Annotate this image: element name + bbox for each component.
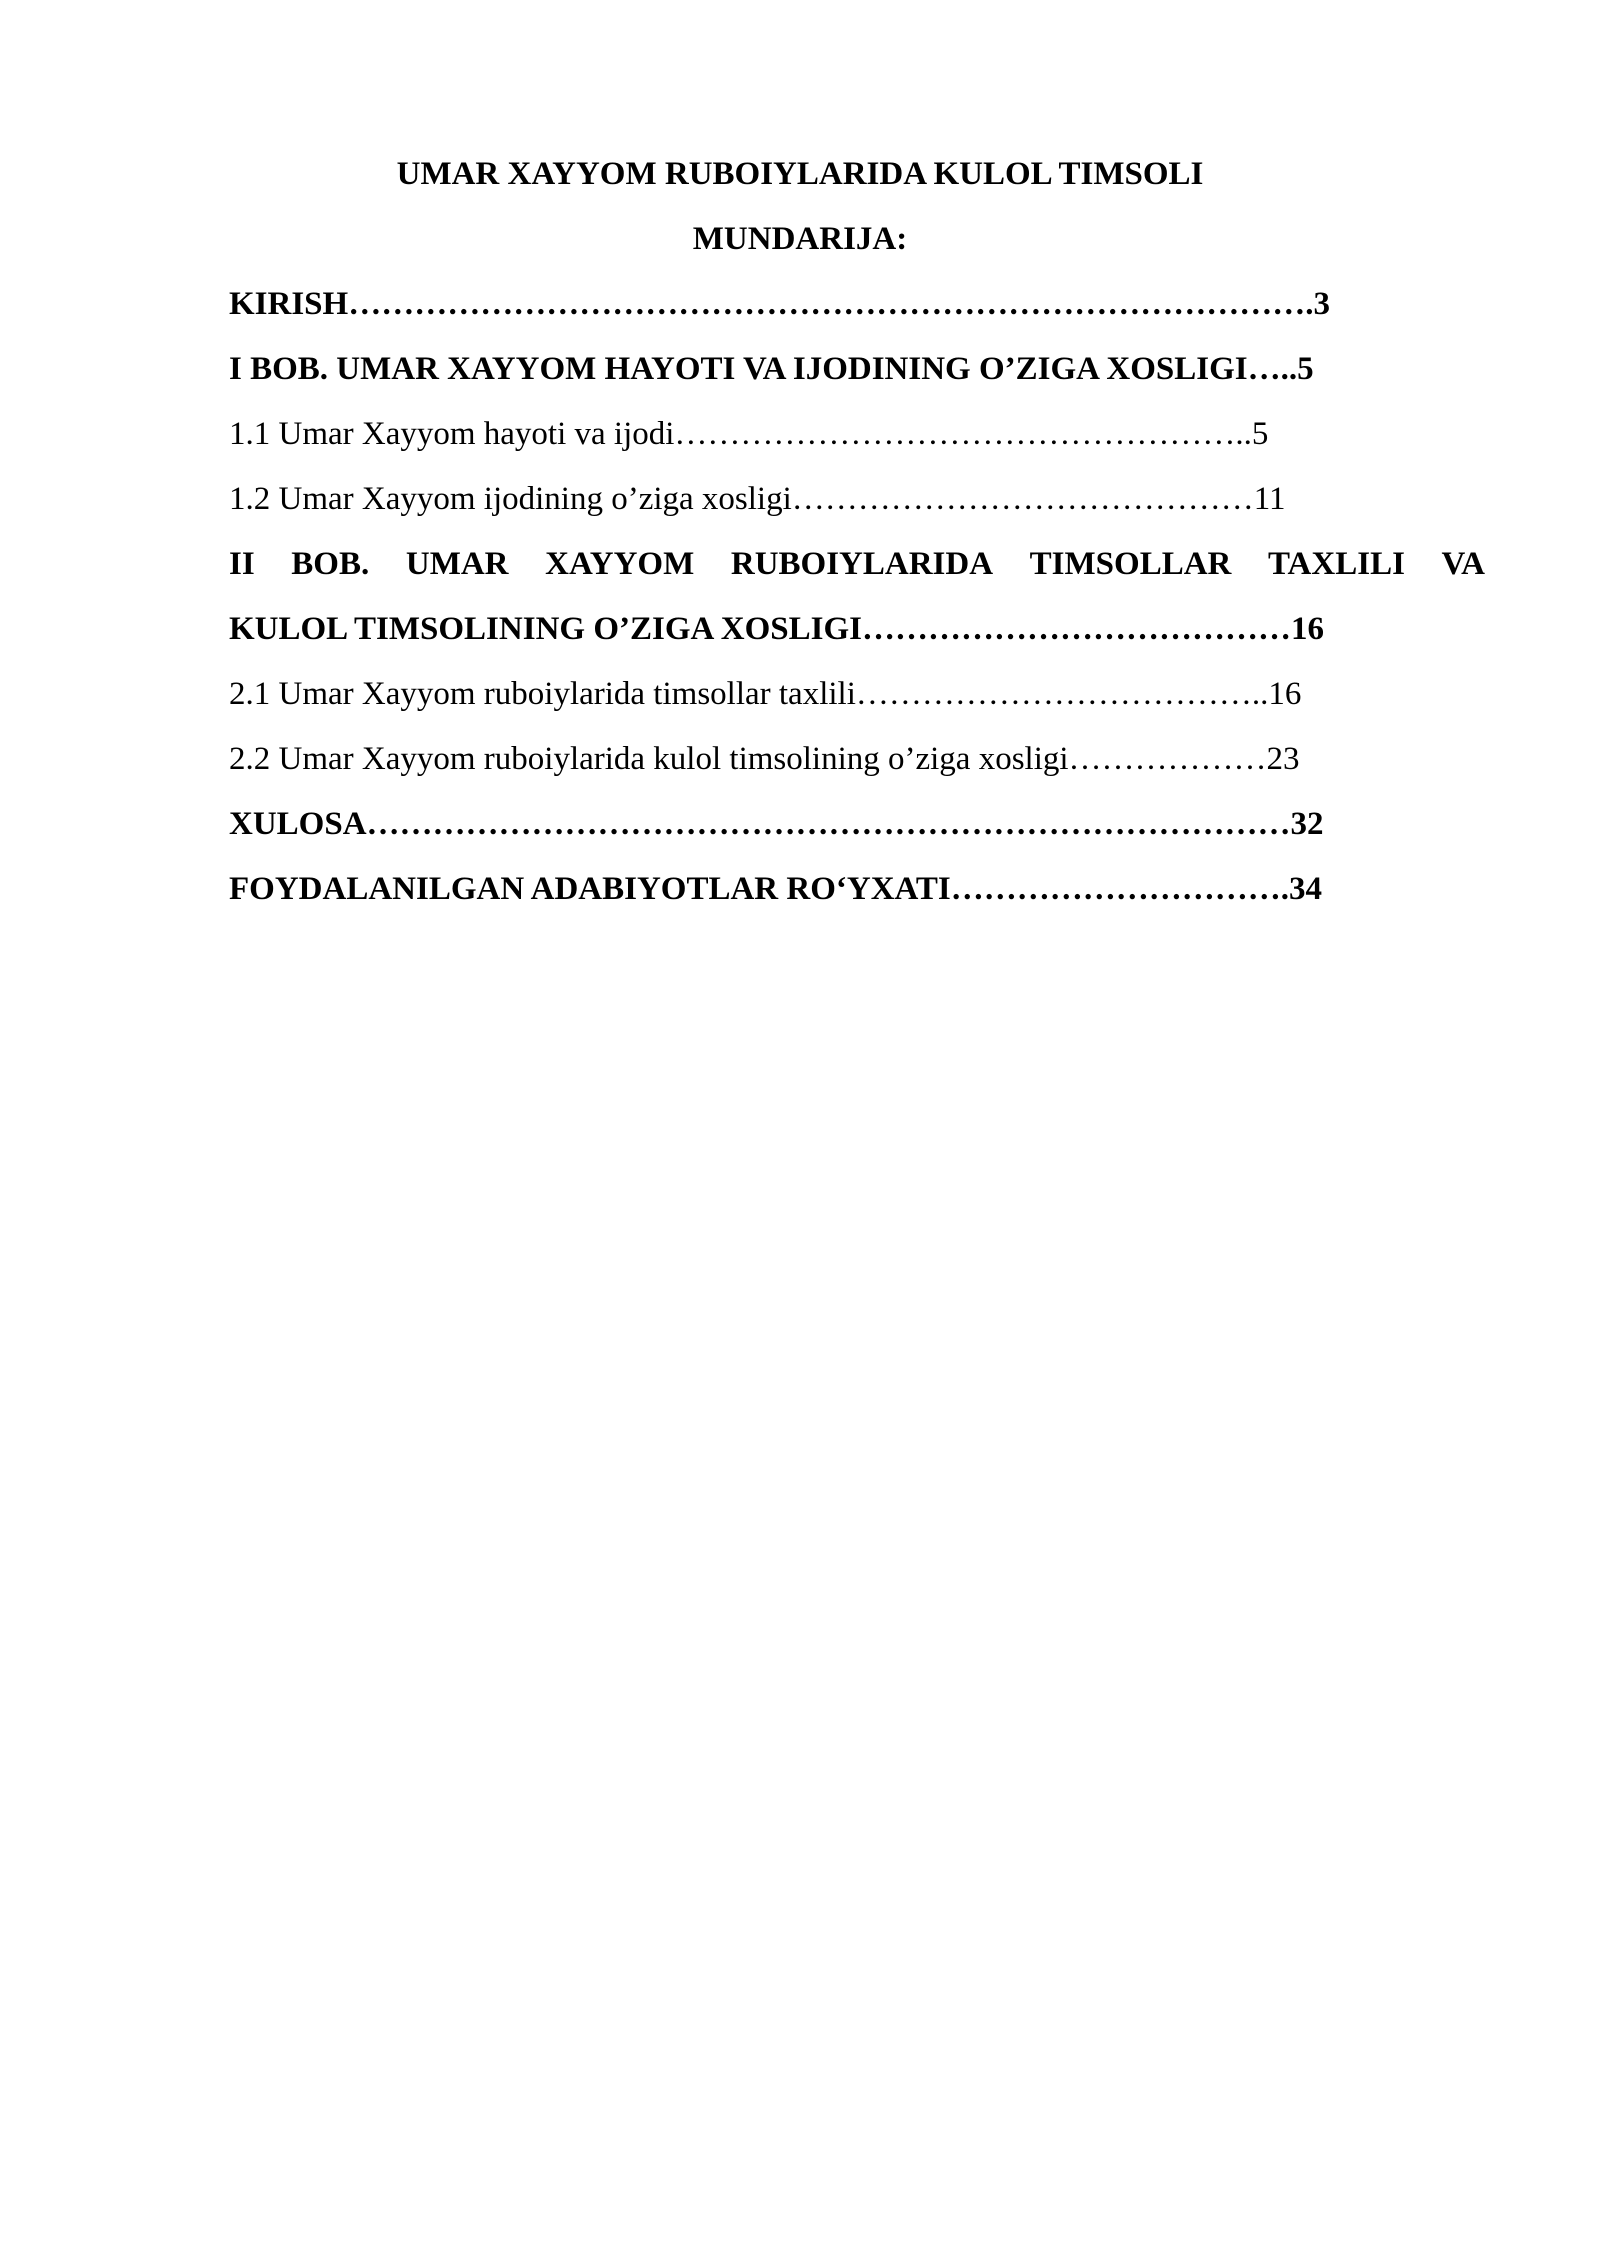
document-title: UMAR XAYYOM RUBOIYLARIDA KULOL TIMSOLI [396,156,1204,192]
toc-entry-chapter-1: I BOB. UMAR XAYYOM HAYOTI VA IJODINING O’ZIGA XOSLIGI…..5 [229,351,1314,387]
toc-entry-section-2-2: 2.2 Umar Xayyom ruboiylarida kulol timsolining o’ziga xosligi………………23 [229,741,1300,777]
toc-word: UMAR [405,546,509,582]
toc-heading: MUNDARIJA: [692,221,908,257]
toc-entry-chapter-2-line-1 [229,544,1485,584]
toc-entry-kirish: KIRISH…………………………………………………………………………….3 [229,286,1330,322]
toc-word: VA [1441,546,1485,582]
toc-entry-section-2-1: 2.1 Umar Xayyom ruboiylarida timsollar taxlili………………………………..16 [229,676,1302,712]
toc-entry-chapter-2-line-2: KULOL TIMSOLINING O’ZIGA XOSLIGI…………………………………16 [229,611,1324,647]
toc-entry-xulosa: XULOSA…………………………………………………………………………32 [229,806,1324,842]
toc-entry-section-1-2: 1.2 Umar Xayyom ijodining o’ziga xosligi……………………………………11 [229,481,1286,517]
toc-word: BOB. [291,546,370,582]
toc-entry-section-1-1: 1.1 Umar Xayyom hayoti va ijodi……………………………………………..5 [229,416,1269,452]
toc-word: TAXLILI [1268,546,1405,582]
toc-word: RUBOIYLARIDA [730,546,994,582]
toc-word: II [229,546,255,582]
toc-entry-bibliography: FOYDALANILGAN ADABIYOTLAR RO‘YXATI………………………….34 [229,871,1323,907]
toc-word: TIMSOLLAR [1029,546,1232,582]
toc-word: XAYYOM [545,546,695,582]
